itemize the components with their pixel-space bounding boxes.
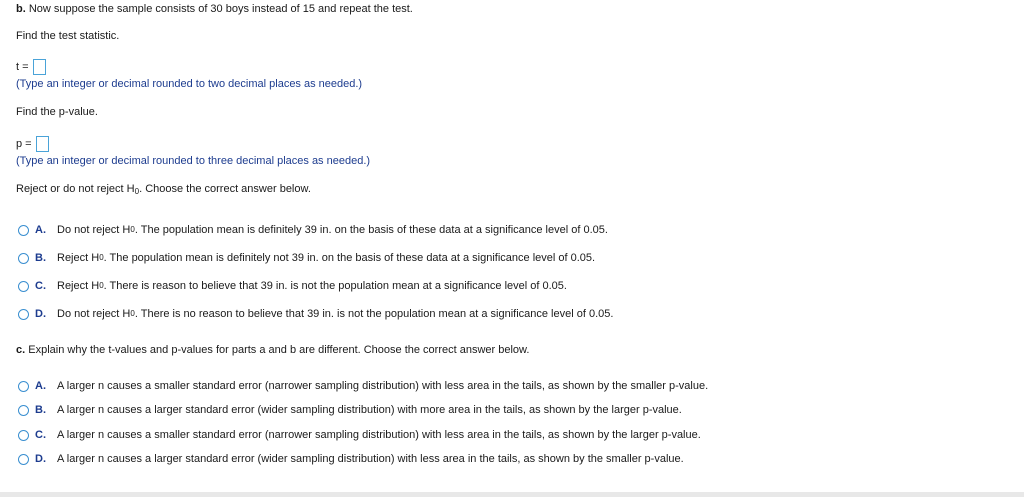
radio-button[interactable]	[18, 225, 29, 236]
reject-prompt-pre: Reject or do not reject H	[16, 183, 135, 195]
part-c-heading-text: Explain why the t-values and p-values for parts a and b are different. Choose the correct answer below.	[25, 344, 530, 356]
option-letter: D.	[35, 453, 46, 465]
option-letter: C.	[35, 280, 46, 292]
t-answer-row	[16, 59, 46, 75]
radio-button[interactable]	[18, 381, 29, 392]
footer-divider	[0, 492, 1024, 497]
option-text-post: . The population mean is definitely not 39 in. on the basis of these data at a significance level of 0.05.	[103, 252, 596, 264]
part-c-letter: c.	[16, 344, 26, 356]
option-letter: B.	[35, 252, 46, 264]
option-letter: C.	[35, 429, 46, 441]
option-letter: B.	[35, 404, 46, 416]
reject-prompt-post: . Choose the correct answer below.	[139, 183, 311, 195]
p-label: p =	[16, 138, 32, 150]
option-text-pre: Reject H	[57, 252, 100, 264]
t-label: t =	[16, 61, 29, 73]
t-answer-input[interactable]	[33, 59, 46, 75]
option-text-post: . The population mean is definitely 39 in. on the basis of these data at a significance level of 0.05.	[134, 224, 608, 236]
option-letter: A.	[35, 224, 46, 236]
part-b-option-d[interactable]: D. Do not reject H 0 . There is no reason to believe that 39 in. is not the population mean at a significance level of 0.05.	[18, 307, 613, 321]
part-c-option-a[interactable]	[18, 379, 708, 393]
find-p-value-text: Find the p-value.	[16, 106, 98, 118]
p-hint: (Type an integer or decimal rounded to three decimal places as needed.)	[16, 155, 371, 167]
reject-prompt	[16, 182, 311, 196]
option-letter: A.	[35, 380, 46, 392]
p-answer-input[interactable]	[36, 136, 49, 152]
option-text: A larger n causes a larger standard error (wider sampling distribution) with more area in the tails, as shown by the larger p-value.	[57, 404, 682, 416]
part-c-heading	[16, 343, 529, 357]
option-text-pre: Do not reject H	[57, 308, 131, 320]
option-text-pre: Do not reject H	[57, 224, 131, 236]
radio-button[interactable]	[18, 253, 29, 264]
find-test-statistic-text: Find the test statistic.	[16, 30, 120, 42]
part-b-heading-text: Now suppose the sample consists of 30 boys instead of 15 and repeat the test.	[25, 3, 413, 15]
radio-button[interactable]	[18, 309, 29, 320]
radio-button[interactable]	[18, 405, 29, 416]
part-b-letter: b.	[16, 3, 26, 15]
option-text-post: . There is no reason to believe that 39 in. is not the population mean at a significance level of 0.05.	[134, 308, 614, 320]
part-b-heading	[16, 2, 413, 16]
option-text: A larger n causes a larger standard error (wider sampling distribution) with less area in the tails, as shown by the smaller p-value.	[57, 453, 684, 465]
part-c-option-c[interactable]	[18, 428, 701, 442]
option-text: A larger n causes a smaller standard error (narrower sampling distribution) with less area in the tails, as shown by the smaller p-value.	[57, 380, 709, 392]
reject-prompt-sub: 0	[134, 187, 140, 196]
part-b-option-b[interactable]: B. Reject H 0 . The population mean is definitely not 39 in. on the basis of these data at a significance level of 0.05.	[18, 251, 595, 265]
radio-button[interactable]	[18, 454, 29, 465]
part-b-option-a[interactable]: A. Do not reject H 0 . The population mean is definitely 39 in. on the basis of these data at a significance level of 0.05.	[18, 223, 608, 237]
part-c-option-b[interactable]	[18, 403, 682, 417]
option-text-post: . There is reason to believe that 39 in. is not the population mean at a significance level of 0.05.	[103, 280, 567, 292]
radio-button[interactable]	[18, 430, 29, 441]
part-c-option-d[interactable]	[18, 452, 684, 466]
part-b-option-c[interactable]: C. Reject H 0 . There is reason to believe that 39 in. is not the population mean at a significance level of 0.05.	[18, 279, 567, 293]
radio-button[interactable]	[18, 281, 29, 292]
p-answer-row	[16, 136, 49, 152]
option-text-pre: Reject H	[57, 280, 100, 292]
option-text: A larger n causes a smaller standard error (narrower sampling distribution) with less area in the tails, as shown by the larger p-value.	[57, 429, 701, 441]
option-letter: D.	[35, 308, 46, 320]
t-hint: (Type an integer or decimal rounded to two decimal places as needed.)	[16, 78, 363, 90]
